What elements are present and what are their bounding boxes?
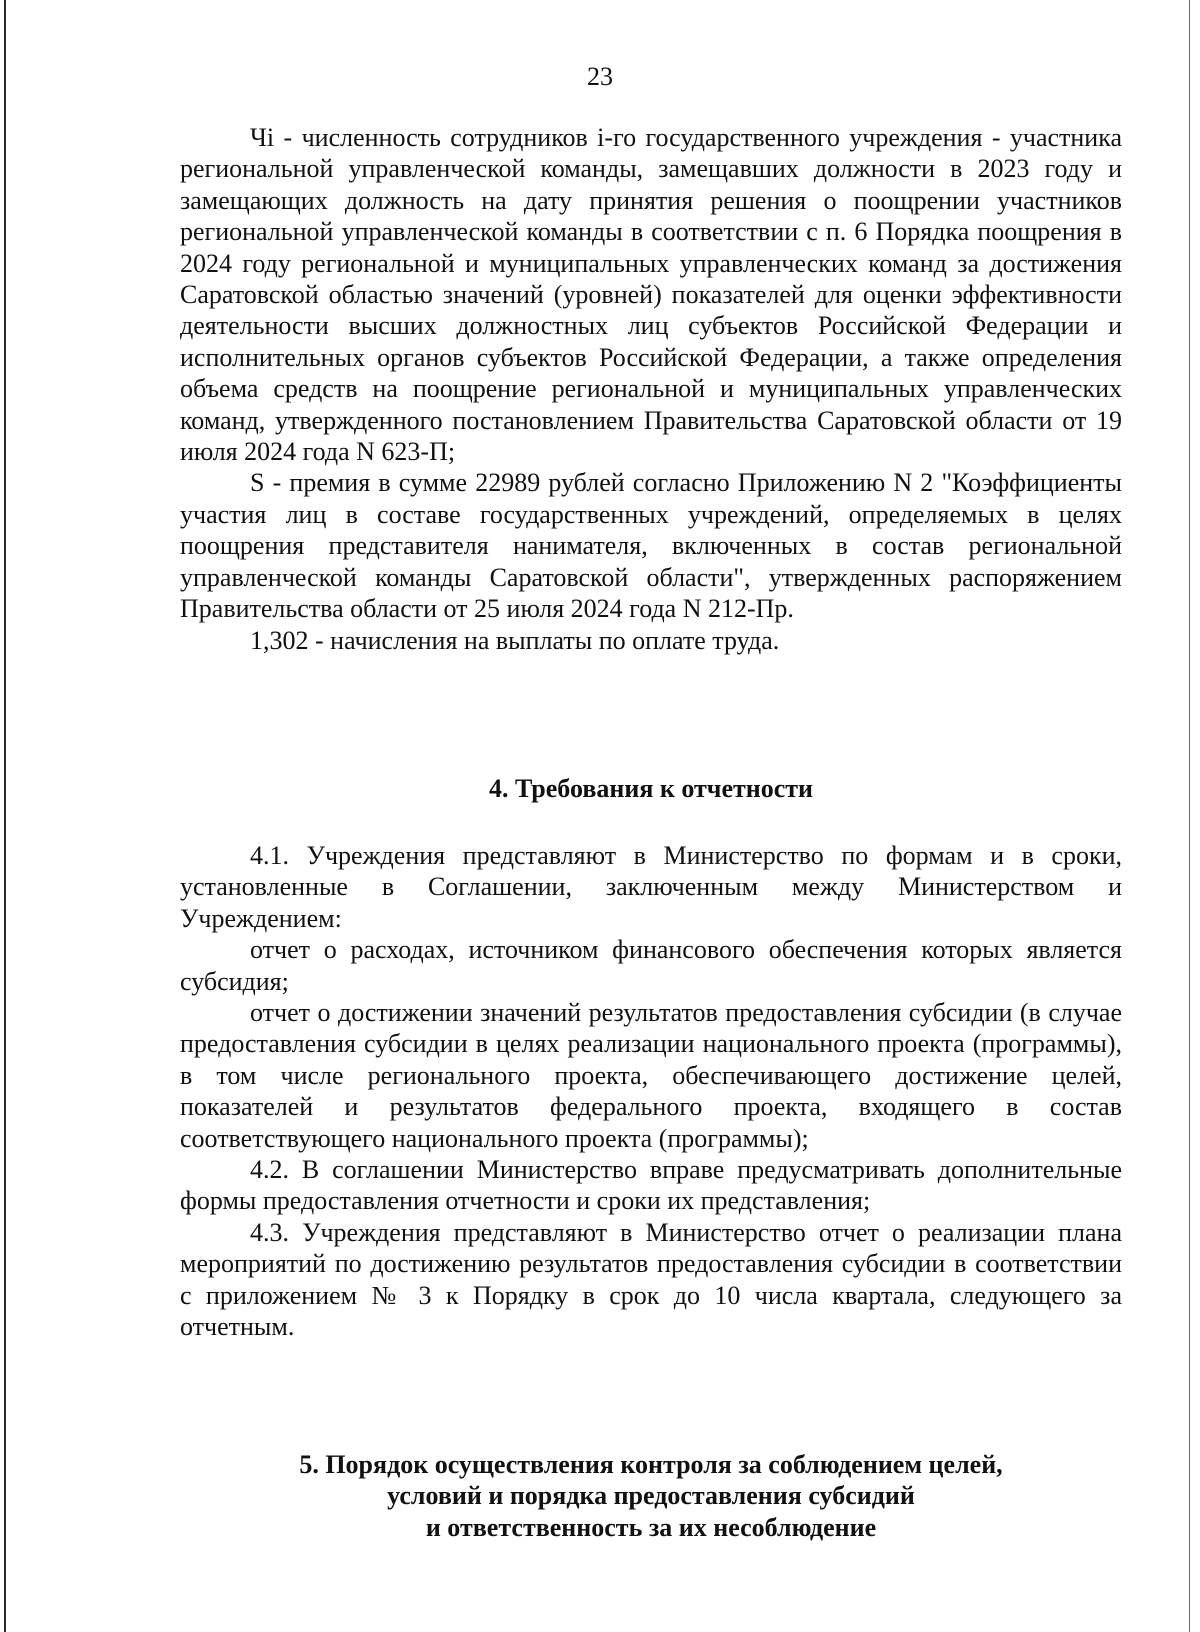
section-5-heading bbox=[180, 1449, 1122, 1543]
paragraph-s-definition: S - премия в сумме 22989 рублей согласно Приложению N 2 "Коэффициенты участия лиц в составе государственных учреждений, определяемых в целях поощрения представителя нанимателя, включенных в состав региональной управленческой команды Саратовской области", утвержденных распоряжением Правительства области от 25 июля 2024 года N 212-Пр. bbox=[180, 468, 1122, 624]
paragraph-group-reporting bbox=[180, 840, 1122, 1343]
paragraph-4-1: 4.1. Учреждения представляют в Министерство по формам и в сроки, установленные в Соглашении, заключенным между Министерством и Учреждением: bbox=[180, 841, 1122, 933]
paragraph-4-2: 4.2. В соглашении Министерство вправе предусматривать дополнительные формы предоставления отчетности и сроки их представления; bbox=[180, 1155, 1122, 1216]
paragraph-expense-report: отчет о расходах, источником финансового обеспечения которых является субсидия; bbox=[180, 935, 1122, 996]
scan-edge-right bbox=[1189, 0, 1190, 1632]
scan-edge-left bbox=[4, 0, 6, 1632]
paragraph-results-report: отчет о достижении значений результатов предоставления субсидии (в случае предоставления субсидии в целях реализации национального проекта (программы), в том числе регионального проекта, обеспечивающего достижение целей, показателей и результатов федерального проекта, входящего в состав соответствующего национального проекта (программы); bbox=[180, 998, 1122, 1153]
section-5-heading-line-3: и ответственность за их несоблюдение bbox=[425, 1512, 877, 1542]
paragraph-ch-definition: Чi - численность сотрудников i-го государственного учреждения - участника региональной управленческой команды, замещавших должности в 2023 году и замещающих должность на дату принятия решения о поощрении участников региональной управленческой команды в соответствии с п. 6 Порядка поощрения в 2024 году региональной и муниципальных управленческих команд за достижения Саратовской областью значений (уровней) показателей для оценки эффективности деятельности высших должностных лиц субъектов Российской Федерации и исполнительных органов субъектов Российской Федерации, а также определения объема средств на поощрение региональной и муниципальных управленческих команд, утвержденного постановлением Правительства Саратовской области от 19 июля 2024 года N 623-П; bbox=[180, 123, 1122, 467]
paragraph-4-3: 4.3. Учреждения представляют в Министерство отчет о реализации плана мероприятий по достижению результатов предоставления субсидии в соответствии с приложением № 3 к Порядку в срок до 10 числа квартала, следующего за отчетным. bbox=[180, 1217, 1122, 1342]
paragraph-group-definitions bbox=[180, 122, 1122, 656]
paragraph-coefficient-definition: 1,302 - начисления на выплаты по оплате труда. bbox=[250, 625, 780, 655]
section-5-heading-line-2: условий и порядка предоставления субсидий bbox=[387, 1481, 915, 1511]
section-5-heading-line-1: 5. Порядок осуществления контроля за соблюдением целей, bbox=[299, 1450, 1003, 1479]
page-number: 23 bbox=[587, 62, 613, 91]
section-4-heading: 4. Требования к отчетности bbox=[488, 774, 814, 803]
